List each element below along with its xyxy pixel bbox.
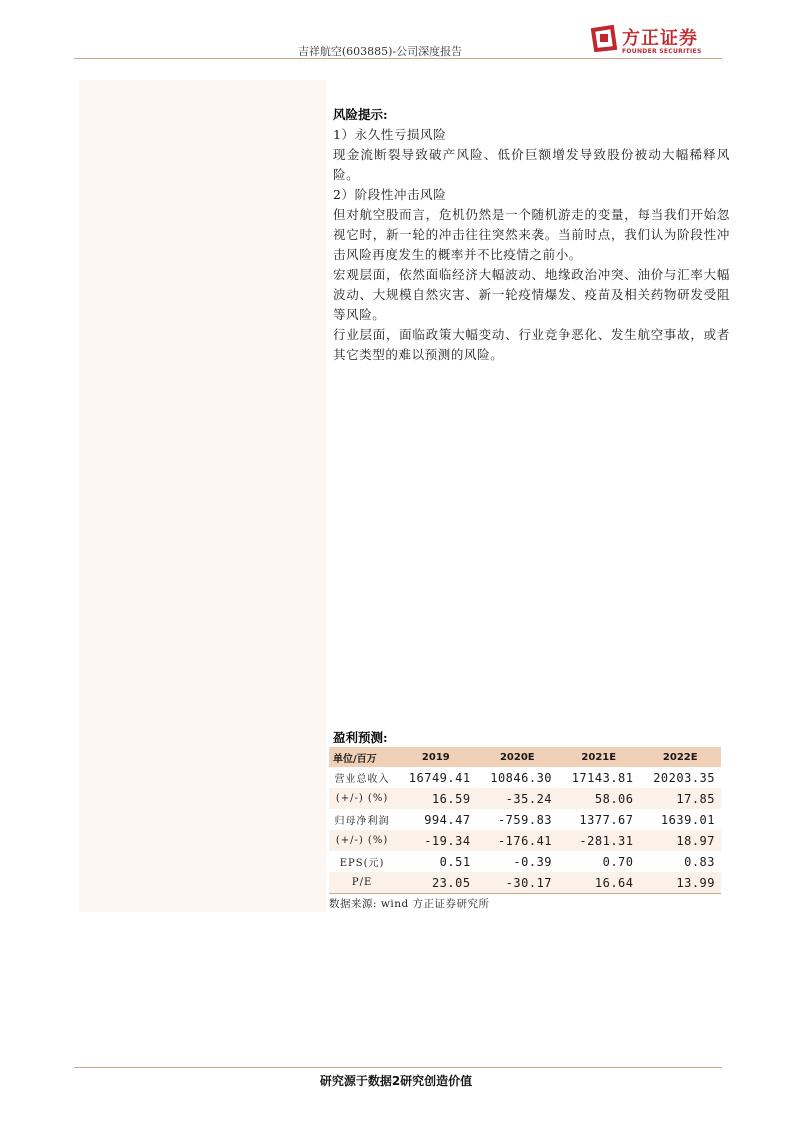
- table-cell: 16.64: [558, 872, 639, 894]
- risk-item2-title: 2）阶段性冲击风险: [333, 187, 447, 202]
- footer-slogan: 研究源于数据2研究创造价值: [319, 1074, 473, 1088]
- table-cell: 0.51: [439, 854, 471, 869]
- row-label: (+/-) (%): [329, 830, 395, 851]
- table-cell: 58.06: [558, 788, 639, 809]
- table-cell: -176.41: [477, 830, 558, 851]
- row-label: (+/-) (%): [329, 788, 395, 809]
- table-cell: 0.83: [684, 854, 715, 869]
- table-row: [329, 788, 721, 809]
- forecast-header-row: [329, 747, 721, 767]
- table-row: [329, 809, 721, 830]
- header-divider: [74, 58, 722, 59]
- forecast-table: [329, 747, 721, 894]
- table-cell: 0.70: [602, 854, 634, 869]
- footer-divider: [74, 1067, 722, 1068]
- row-label: 营业总收入: [334, 774, 390, 785]
- risk-paragraph-3: 行业层面，面临政策大幅变动、行业竞争恶化、发生航空事故，或者其它类型的难以预测的风险。: [333, 327, 730, 362]
- table-row: [329, 767, 721, 788]
- risk-paragraph-1: 但对航空股而言，危机仍然是一个随机游走的变量，每当我们开始忽视它时，新一轮的冲击往往突然来袭。当前时点，我们认为阶段性冲击风险再度发生的概率并不比疫情之前小。: [333, 207, 730, 262]
- row-label: 归母净利润: [334, 816, 390, 827]
- table-cell: 17143.81: [571, 770, 634, 785]
- founder-securities-logo: [590, 22, 725, 58]
- table-cell: 20203.35: [653, 770, 715, 785]
- forecast-heading: 盈利预测:: [333, 730, 388, 745]
- left-sidebar-panel: [79, 80, 326, 912]
- table-cell: 18.97: [640, 830, 722, 851]
- risk-heading: 风险提示:: [333, 107, 388, 122]
- table-cell: -281.31: [558, 830, 639, 851]
- column-header-2021e: 2021E: [558, 747, 639, 767]
- row-label: EPS(元): [339, 858, 385, 869]
- table-cell: 16749.41: [408, 770, 471, 785]
- risk-paragraph-2: 宏观层面，依然面临经济大幅波动、地缘政治冲突、油价与汇率大幅波动、大规模自然灾害、新一轮疫情爆发、疫苗及相关药物研发受阻等风险。: [333, 267, 730, 322]
- column-header-2019: 2019: [395, 747, 476, 767]
- table-cell: 1377.67: [579, 812, 634, 827]
- column-header-2022e: 2022E: [640, 747, 722, 767]
- logo-text-en: FOUNDER SECURITIES: [622, 48, 702, 55]
- table-cell: 994.47: [424, 812, 471, 827]
- risk-section: [333, 105, 730, 365]
- logo-text-cn: 方正证券: [622, 28, 698, 49]
- report-title: 吉祥航空(603885)-公司深度报告: [297, 45, 463, 58]
- table-cell: 23.05: [395, 872, 476, 894]
- risk-item1-text: 现金流断裂导致破产风险、低价巨额增发导致股份被动大幅稀释风险。: [333, 147, 730, 182]
- table-cell: 16.59: [395, 788, 476, 809]
- risk-item1-title: 1）永久性亏损风险: [333, 127, 447, 142]
- table-row: [329, 830, 721, 851]
- table-cell: 10846.30: [490, 770, 553, 785]
- table-cell: -19.34: [395, 830, 476, 851]
- table-cell: 1639.01: [660, 812, 715, 827]
- table-row: [329, 851, 721, 872]
- table-cell: -0.39: [513, 854, 553, 869]
- row-label: P/E: [329, 872, 395, 894]
- table-cell: 13.99: [640, 872, 722, 894]
- table-cell: -35.24: [477, 788, 558, 809]
- column-header-unit: 单位/百万: [329, 747, 395, 767]
- table-row: [329, 872, 721, 894]
- data-source-note: 数据来源: wind 方正证券研究所: [329, 898, 490, 910]
- table-cell: -30.17: [477, 872, 558, 894]
- table-cell: 17.85: [640, 788, 722, 809]
- logo-mark-icon: [590, 24, 618, 52]
- table-cell: -759.83: [497, 812, 553, 827]
- column-header-2020e: 2020E: [477, 747, 558, 767]
